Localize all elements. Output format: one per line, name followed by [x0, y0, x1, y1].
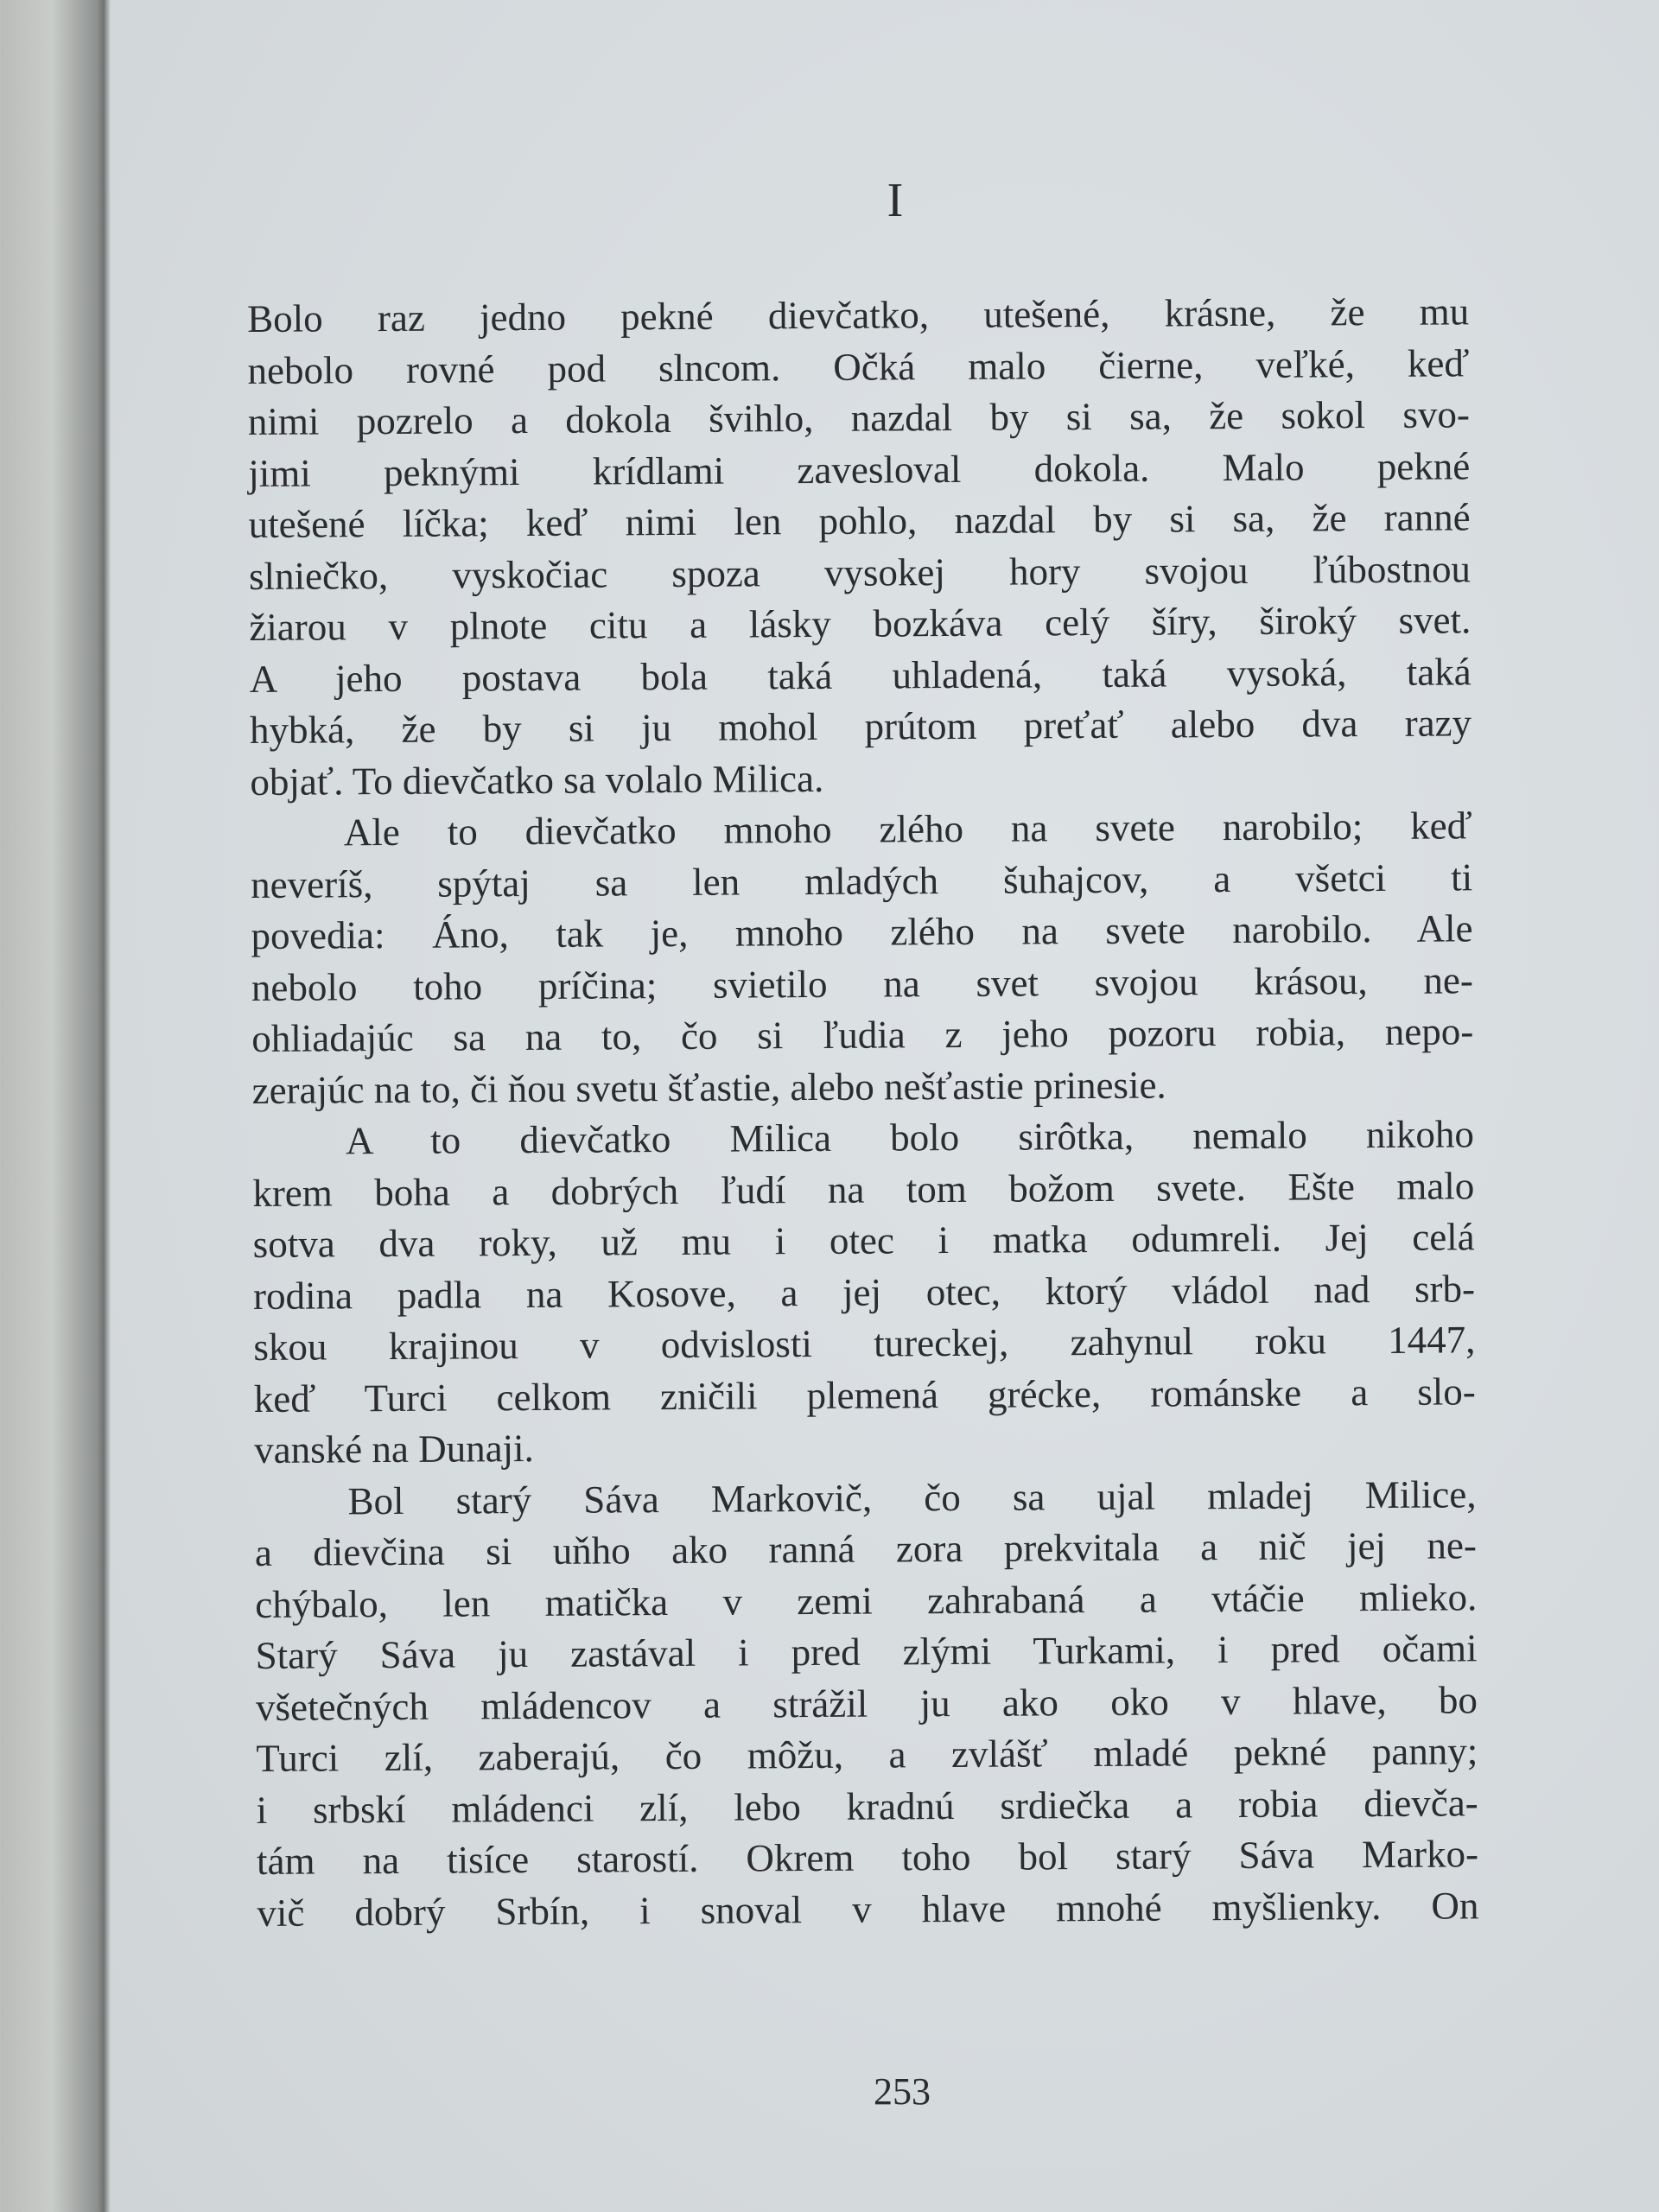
text-line: Starý Sáva ju zastával i pred zlými Turkami, i pred očami [255, 1626, 1478, 1677]
text-line: nebolo rovné pod slncom. Očká malo čierne, veľké, keď [247, 340, 1470, 392]
text-line: všetečných mládencov a strážil ju ako oko v hlave, bo [255, 1677, 1478, 1729]
text-line: neveríš, spýtaj sa len mladých šuhajcov, a všetci ti [251, 855, 1473, 906]
text-line: krem boha a dobrých ľudí na tom božom svete. Ešte malo [252, 1163, 1475, 1215]
text-line: hybká, že by si ju mohol prútom preťať alebo dva razy [249, 701, 1472, 752]
paragraph [251, 800, 1474, 1116]
text-line: Bol starý Sáva Markovič, čo sa ujal mladej Milice, [347, 1471, 1477, 1522]
text-line: tám na tisíce starostí. Okrem toho bol starý Sáva Marko- [256, 1832, 1479, 1883]
text-line: Bolo raz jedno pekné dievčatko, utešené, krásne, že mu [247, 289, 1470, 340]
text-line: nimi pozrelo a dokola švihlo, nazdal by si sa, že sokol svo- [247, 392, 1471, 443]
text-line: jimi peknými krídlami zavesloval dokola. Malo pekné [248, 443, 1471, 495]
text-line: Turci zlí, zaberajú, čo môžu, a zvlášť mladé pekné panny; [256, 1729, 1478, 1780]
text-line: A jeho postava bola taká uhladená, taká vysoká, taká [249, 649, 1471, 701]
text-line: utešené líčka; keď nimi len pohlo, nazdal by si sa, že ranné [248, 495, 1471, 546]
text-line: sotva dva roky, už mu i otec i matka odumreli. Jej celá [252, 1215, 1475, 1266]
text-line: a dievčina si uňho ako ranná zora prekvitala a nič jej ne- [254, 1523, 1478, 1574]
page-number: 253 [874, 2070, 931, 2113]
text-line: žiarou v plnote citu a lásky bozkáva celý šíry, široký svet. [249, 598, 1471, 649]
text-line: ohliadajúc sa na to, čo si ľudia z jeho pozoru robia, nepo- [251, 1009, 1474, 1060]
text-line: skou krajinou v odvislosti tureckej, zahynul roku 1447, [253, 1318, 1476, 1369]
text-line: A to dievčatko Milica bolo sirôtka, nemalo nikoho [345, 1112, 1475, 1163]
text-line: zerajúc na to, či ňou svetu šťastie, alebo nešťastie prinesie. [251, 1063, 1166, 1112]
text-line: nebolo toho príčina; svietilo na svet svojou krásou, ne- [251, 957, 1474, 1009]
text-line: objať. To dievčatko sa volalo Milica. [250, 756, 824, 804]
paragraph [247, 286, 1472, 808]
text-line: keď Turci celkom zničili plemená grécke, románske a slo- [253, 1369, 1476, 1421]
text-line: chýbalo, len matička v zemi zahrabaná a vtáčie mlieko. [255, 1574, 1478, 1626]
text-line: slniečko, vyskočiac spoza vysokej hory svojou ľúbostnou [248, 546, 1471, 598]
paragraph [252, 1109, 1477, 1476]
chapter-heading: I [887, 174, 904, 227]
text-line: povedia: Áno, tak je, mnoho zlého na svete narobilo. Ale [251, 906, 1473, 957]
text-line: vič dobrý Srbín, i snoval v hlave mnohé myšlienky. On [257, 1883, 1479, 1935]
text-line: Ale to dievčatko mnoho zlého na svete narobilo; keď [343, 804, 1472, 855]
text-line: i srbskí mládenci zlí, lebo kradnú srdiečka a robia dievča- [256, 1780, 1478, 1832]
body-text [247, 286, 1479, 1939]
text-line: rodina padla na Kosove, a jej otec, ktorý vládol nad srb- [252, 1266, 1476, 1318]
paragraph [254, 1469, 1478, 1939]
text-line: vanské na Dunaji. [254, 1426, 534, 1471]
